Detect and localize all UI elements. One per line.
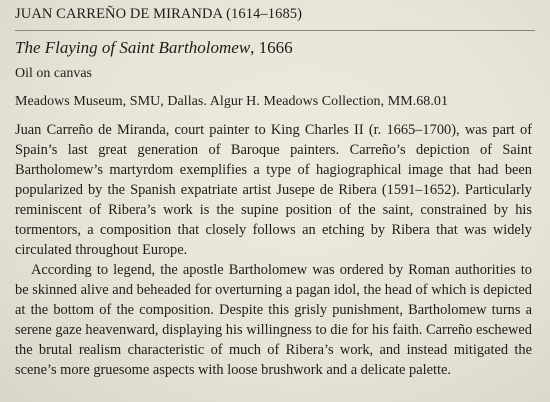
heading-divider xyxy=(15,30,535,31)
description-paragraph-1: Juan Carreño de Miranda, court painter to King Charles II (r. 1665–1700), was part of Spain’s last great generation of Baroque painters. Carreño’s depiction of Saint Bartholomew’s martyrdom exemplifies a type of hagiographical image that had been popularized by the Spanish expatriate artist Jusepe de Ribera (1591–1652). Particularly reminiscent of Ribera’s work is the supine position of the saint, constrained by his tormentors, a composition that closely follows an etching by Ribera that was widely circulated throughout Europe. xyxy=(15,122,532,258)
artist-dates: (1614–1685) xyxy=(226,6,303,22)
artwork-medium: Oil on canvas xyxy=(15,66,92,81)
description-paragraph-2: According to legend, the apostle Bartholomew was ordered by Roman authorities to be skinned alive and beheaded for overturning a pagan idol, the head of which is depicted at the bottom of the composition. Despite this grisly punishment, Bartholomew turns a serene gaze heavenward, displaying his willingness to die for his faith. Carreño eschewed the brutal realism characteristic of much of Ribera’s work, and instead mitigated the scene’s more gruesome aspects with loose brushwork and a delicate palette. xyxy=(15,262,532,378)
artwork-title: The Flaying of Saint Bartholomew xyxy=(15,38,251,57)
artist-name: JUAN CARREÑO DE MIRANDA xyxy=(15,6,223,22)
artist-heading xyxy=(15,4,532,24)
artwork-year: , 1666 xyxy=(250,38,293,57)
artwork-title-line xyxy=(15,37,532,59)
collection-credit: Meadows Museum, SMU, Dallas. Algur H. Meadows Collection, MM.68.01 xyxy=(15,94,448,109)
